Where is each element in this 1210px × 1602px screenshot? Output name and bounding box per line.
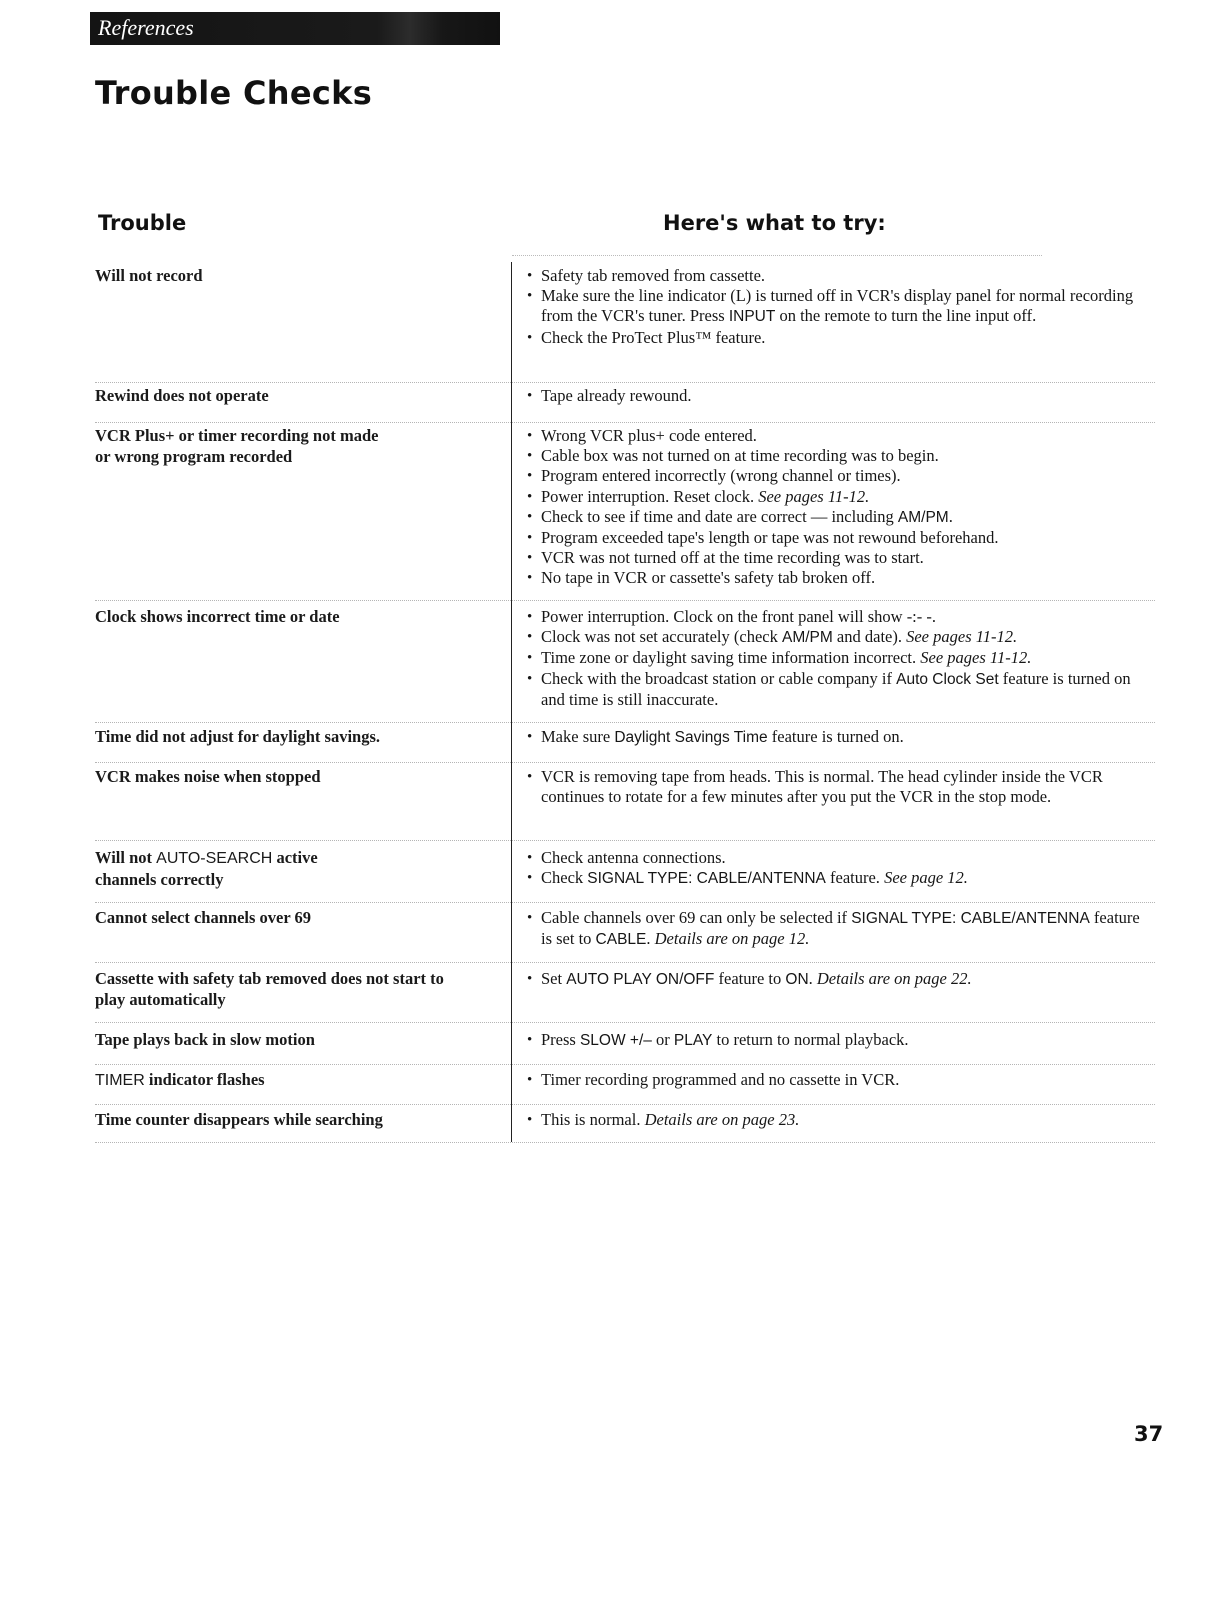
header-rule	[512, 255, 1042, 256]
solution-item	[527, 868, 1147, 889]
feature-name: AM/PM	[781, 629, 833, 647]
solution-list	[527, 607, 1147, 710]
row-separator	[95, 422, 1155, 423]
text-run: feature.	[825, 868, 885, 888]
feature-name: SIGNAL TYPE: CABLE/ANTENNA	[587, 870, 826, 888]
section-tab	[90, 12, 500, 45]
feature-name: INPUT	[728, 308, 776, 326]
text-run: Check antenna connections.	[541, 848, 726, 867]
solution-item	[527, 648, 1147, 668]
text-run: feature is turned on.	[767, 727, 904, 746]
section-tab-label: References	[98, 15, 194, 40]
feature-name: Auto Clock Set	[896, 670, 999, 688]
text-run: Program exceeded tape's length or tape was not rewound beforehand.	[541, 528, 999, 548]
text-run: Make sure the line indicator (L) is turned off in VCR's display panel for normal recording from the VCR's tuner. Press	[541, 286, 1134, 326]
feature-name: CABLE	[595, 931, 647, 949]
row-separator	[95, 1064, 1155, 1065]
text-run: Check the ProTect Plus™ feature.	[541, 327, 766, 347]
page-reference: See pages 11-12.	[920, 648, 1032, 668]
text-run: Check with the broadcast station or cable company if	[541, 668, 897, 688]
solution-list	[527, 1030, 1147, 1051]
solution-list	[527, 969, 1147, 990]
text-run: Safety tab removed from cassette.	[541, 266, 766, 285]
text-run: .	[948, 506, 953, 526]
solution-list	[527, 908, 1147, 950]
feature-name: Daylight Savings Time	[614, 729, 768, 746]
trouble-item: Clock shows incorrect time or date	[95, 607, 340, 626]
page-title: Trouble Checks	[95, 74, 373, 112]
trouble-item: Time did not adjust for daylight savings.	[95, 727, 380, 746]
solution-item	[527, 908, 1147, 950]
solution-item	[527, 548, 1147, 568]
solution-item	[527, 466, 1147, 486]
solution-item	[527, 669, 1147, 710]
feature-name: AM/PM	[897, 508, 949, 526]
text-run: Cable channels over 69 can only be selected if	[541, 908, 852, 927]
trouble-item: Will not record	[95, 266, 203, 285]
trouble-item: Rewind does not operate	[95, 386, 269, 405]
feature-name: SLOW +/–	[579, 1032, 652, 1049]
text-run: Clock was not set accurately (check	[541, 627, 782, 647]
solution-item	[527, 487, 1147, 507]
text-run: Timer recording programmed and no cassette in VCR.	[541, 1070, 900, 1089]
solution-item	[527, 1070, 1147, 1090]
page-reference: See pages 11-12.	[758, 486, 870, 506]
column-divider	[511, 262, 512, 1142]
solution-item	[527, 848, 1147, 868]
text-run: This is normal.	[541, 1110, 645, 1129]
solution-list	[527, 266, 1147, 348]
page-reference: Details are on page 23.	[644, 1110, 800, 1129]
solution-list	[527, 727, 1147, 748]
page-reference: Details are on page 22.	[816, 969, 972, 988]
row-separator	[95, 1104, 1155, 1105]
solution-item	[527, 1030, 1147, 1051]
solution-item	[527, 446, 1147, 466]
solution-item	[527, 528, 1147, 548]
row-separator	[95, 902, 1155, 903]
text-run: .	[808, 969, 817, 988]
row-separator	[95, 1022, 1155, 1023]
solution-list	[527, 848, 1147, 889]
solution-item	[527, 607, 1147, 627]
solution-list	[527, 386, 1147, 406]
solution-item	[527, 386, 1147, 406]
solution-item	[527, 627, 1147, 648]
solution-item	[527, 568, 1147, 588]
text-run: Tape already rewound.	[541, 386, 692, 405]
text-run: indicator flashes	[144, 1070, 265, 1089]
text-run: active channels correctly	[95, 848, 318, 889]
text-run: or	[651, 1030, 674, 1049]
page-number: 37	[1134, 1422, 1164, 1446]
text-run: on the remote to turn the line input off.	[775, 306, 1037, 326]
feature-name: ON	[785, 971, 809, 988]
solution-list	[527, 767, 1147, 807]
row-separator	[95, 382, 1155, 383]
trouble-item: Cassette with safety tab removed does not start to play automatically	[95, 969, 444, 1009]
solution-item	[527, 727, 1147, 748]
text-run: .	[646, 929, 655, 949]
row-separator	[95, 1142, 1155, 1143]
text-run: Set	[541, 969, 567, 988]
row-separator	[95, 600, 1155, 601]
trouble-item: VCR Plus+ or timer recording not made or wrong program recorded	[95, 426, 379, 466]
feature-name: PLAY	[673, 1032, 713, 1049]
row-separator	[95, 762, 1155, 763]
text-run: Power interruption. Reset clock.	[541, 486, 759, 506]
page-reference: Details are on page 12.	[654, 929, 810, 949]
feature-name: SIGNAL TYPE: CABLE/ANTENNA	[851, 910, 1090, 927]
feature-name: TIMER	[95, 1072, 145, 1089]
text-run: Wrong VCR plus+ code entered.	[541, 426, 757, 445]
solution-item	[527, 328, 1147, 348]
text-run: Check to see if time and date are correct — including	[541, 506, 898, 526]
solution-item	[527, 266, 1147, 286]
trouble-item: Time counter disappears while searching	[95, 1110, 383, 1129]
text-run: VCR is removing tape from heads. This is normal. The head cylinder inside the VCR continues to rotate for a few minutes after you put the VCR in the stop mode.	[541, 767, 1103, 807]
trouble-item: VCR makes noise when stopped	[95, 767, 321, 786]
text-run: to return to normal playback.	[712, 1030, 909, 1049]
feature-name: AUTO PLAY ON/OFF	[566, 971, 715, 988]
column-header-try: Here's what to try:	[663, 211, 886, 235]
text-run: Program entered incorrectly (wrong channel or times).	[541, 466, 901, 486]
text-run: VCR was not turned off at the time recording was to start.	[541, 548, 924, 568]
trouble-item: Tape plays back in slow motion	[95, 1030, 315, 1049]
text-run: and date).	[832, 627, 907, 647]
trouble-item	[95, 1070, 500, 1092]
solution-item	[527, 286, 1147, 327]
solution-list	[527, 426, 1147, 589]
column-header-trouble: Trouble	[98, 211, 187, 235]
text-run: Power interruption. Clock on the front panel will show -:- -.	[541, 607, 937, 626]
solution-item	[527, 426, 1147, 446]
solution-item	[527, 507, 1147, 528]
solution-list	[527, 1070, 1147, 1090]
row-separator	[95, 962, 1155, 963]
text-run: feature is turned on and time is still inaccurate.	[541, 668, 1131, 709]
feature-name: AUTO-SEARCH	[156, 850, 273, 867]
row-separator	[95, 840, 1155, 841]
trouble-item: Cannot select channels over 69	[95, 908, 312, 927]
trouble-item	[95, 848, 500, 890]
text-run: No tape in VCR or cassette's safety tab broken off.	[541, 568, 876, 588]
text-run: Will not	[95, 848, 157, 867]
text-run: Time zone or daylight saving time information incorrect.	[541, 648, 921, 668]
row-separator	[95, 722, 1155, 723]
solution-item	[527, 1110, 1147, 1130]
text-run: Cable box was not turned on at time recording was to begin.	[541, 446, 939, 466]
page-reference: See page 12.	[884, 868, 968, 888]
solution-item	[527, 969, 1147, 990]
text-run: Press	[541, 1030, 580, 1049]
text-run: Check	[541, 868, 588, 888]
solution-list	[527, 1110, 1147, 1130]
text-run: feature is set to	[541, 908, 1140, 949]
solution-item	[527, 767, 1147, 807]
page-reference: See pages 11-12.	[906, 627, 1018, 647]
text-run: Make sure	[541, 727, 615, 746]
text-run: feature to	[714, 969, 786, 988]
